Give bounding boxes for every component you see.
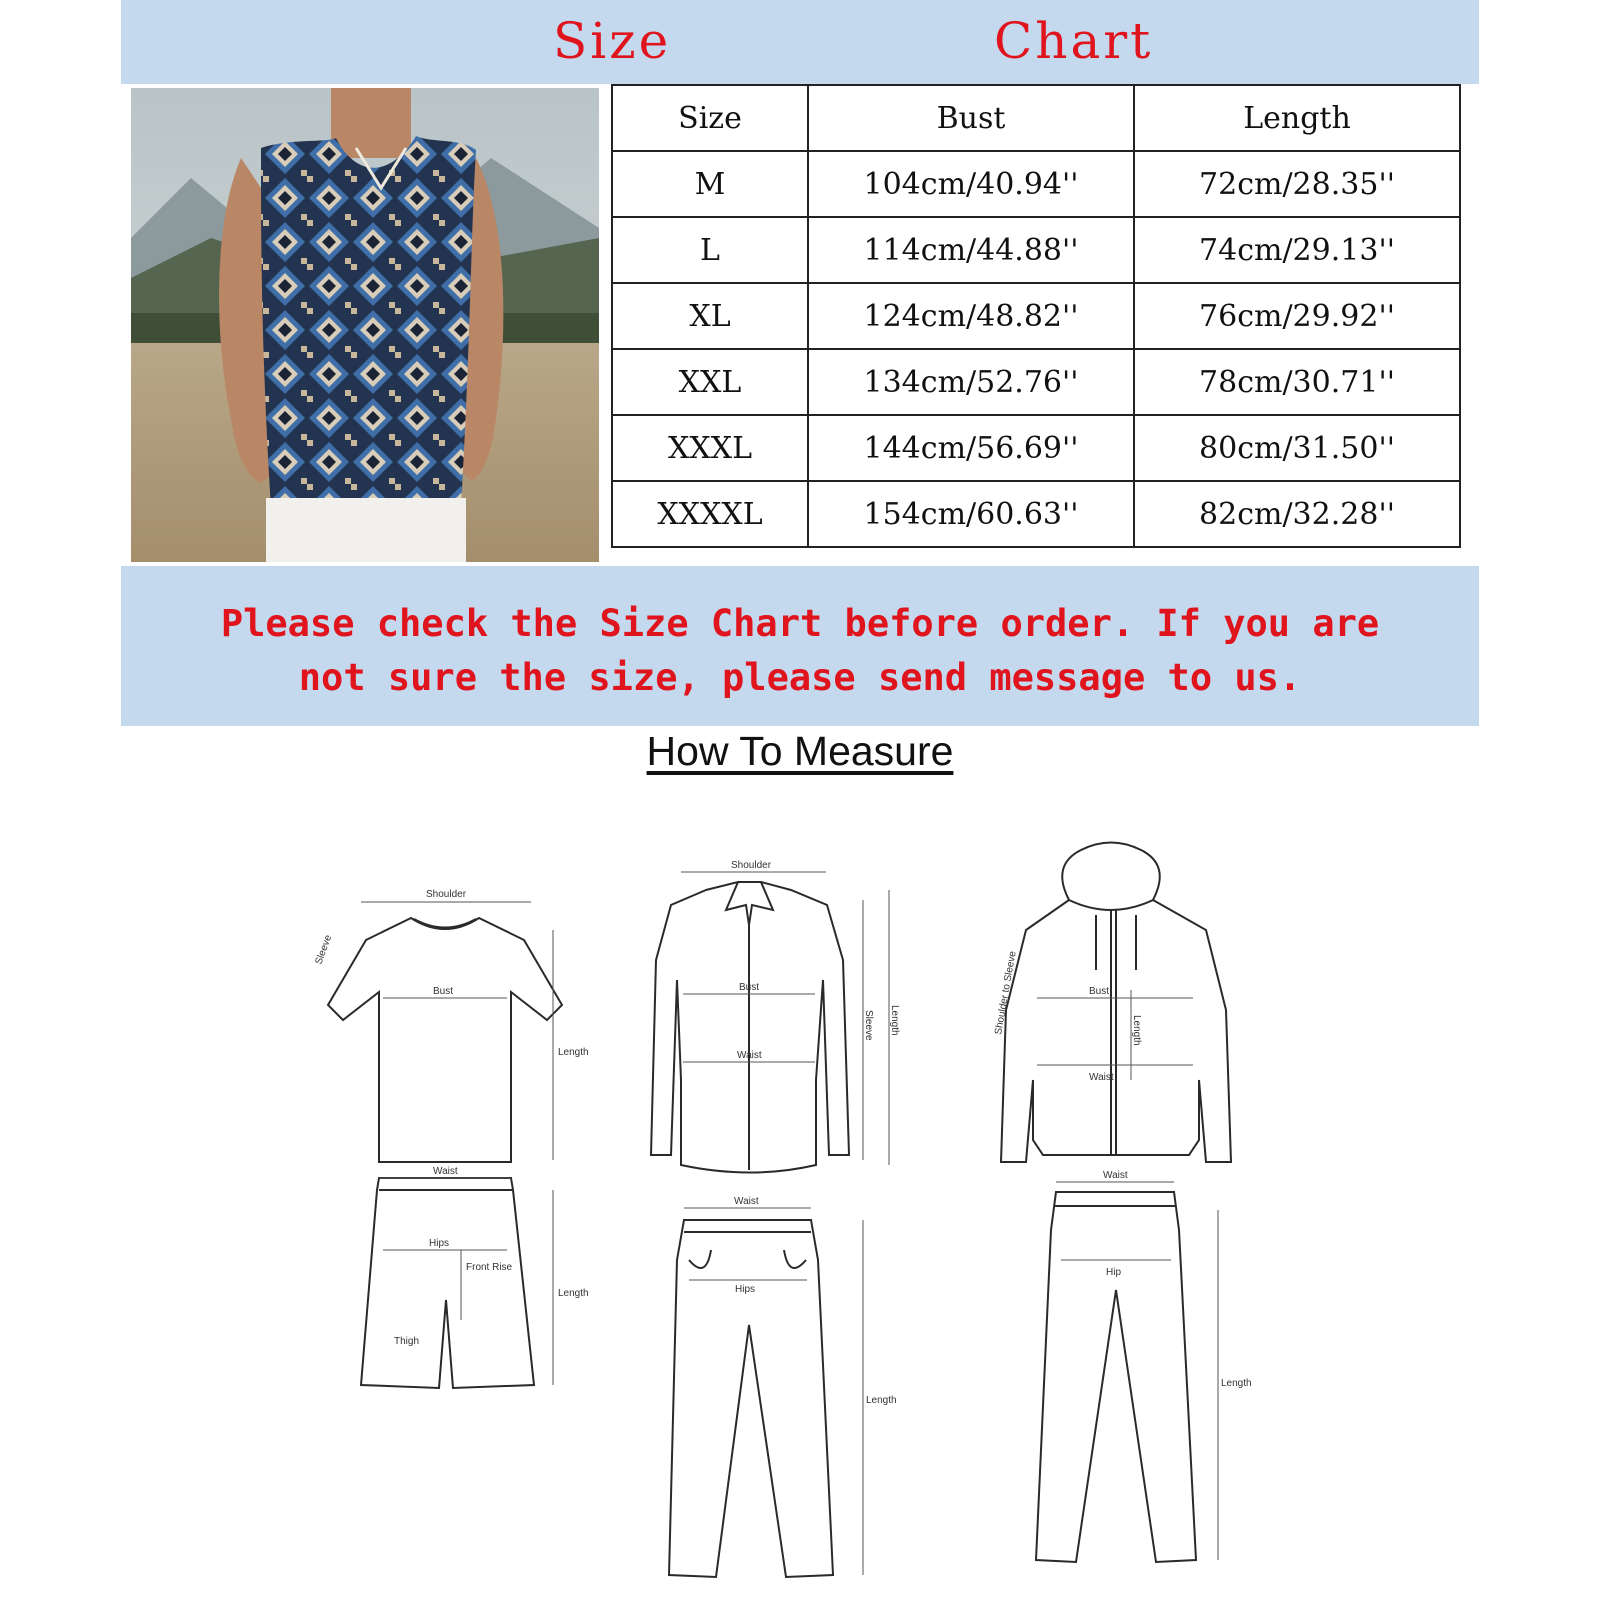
shirt-shoulder-label: Shoulder — [731, 860, 772, 871]
table-row — [612, 415, 1460, 481]
table-row — [612, 151, 1460, 217]
shirt-diagram — [651, 882, 849, 1173]
size-cell: XXL — [612, 349, 808, 415]
trousers-length-label: Length — [866, 1395, 897, 1406]
shirt-bust-label: Bust — [739, 982, 760, 993]
length-cell: 72cm/28.35'' — [1134, 151, 1460, 217]
measurement-diagrams — [121, 780, 1479, 1600]
bust-cell: 114cm/44.88'' — [808, 217, 1134, 283]
column-header: Bust — [808, 85, 1134, 151]
bust-cell: 154cm/60.63'' — [808, 481, 1134, 547]
length-cell: 80cm/31.50'' — [1134, 415, 1460, 481]
shorts-thigh-label: Thigh — [394, 1336, 420, 1347]
table-header-row — [612, 85, 1460, 151]
notice-line-2: not sure the size, please send message to us. — [298, 656, 1302, 699]
hoodie-waist-label: Waist — [1089, 1072, 1114, 1083]
shorts-diagram — [361, 1178, 534, 1388]
trousers-diagram — [669, 1220, 833, 1577]
bust-cell: 144cm/56.69'' — [808, 415, 1134, 481]
notice-band — [121, 566, 1479, 726]
notice-line-1: Please check the Size Chart before order. If you are — [220, 602, 1380, 645]
size-cell: XXXL — [612, 415, 808, 481]
hoodie-length-label: Length — [1131, 1015, 1142, 1046]
size-table — [611, 84, 1461, 548]
table-row — [612, 481, 1460, 547]
shirt-waist-label: Waist — [737, 1050, 762, 1061]
joggers-diagram — [1036, 1192, 1196, 1562]
size-cell: XL — [612, 283, 808, 349]
size-cell: L — [612, 217, 808, 283]
title-size-word: Size — [553, 12, 672, 70]
table-row — [612, 283, 1460, 349]
table-row — [612, 349, 1460, 415]
tshirt-diagram — [328, 918, 562, 1162]
hoodie-bust-label: Bust — [1089, 986, 1110, 997]
trousers-hips-label: Hips — [735, 1284, 756, 1295]
length-cell: 76cm/29.92'' — [1134, 283, 1460, 349]
column-header: Length — [1134, 85, 1460, 151]
tshirt-bust-label: Bust — [433, 986, 454, 997]
shorts-waist-label: Waist — [433, 1166, 458, 1177]
size-cell: M — [612, 151, 808, 217]
header-band — [121, 0, 1479, 84]
hoodie-shoulder-to-sleeve-label: Shoulder to Sleeve — [993, 950, 1019, 1036]
bust-cell: 134cm/52.76'' — [808, 349, 1134, 415]
tshirt-sleeve-label: Sleeve — [313, 933, 335, 967]
product-photo — [131, 88, 599, 562]
length-cell: 74cm/29.13'' — [1134, 217, 1460, 283]
joggers-hip-label: Hip — [1106, 1267, 1122, 1278]
size-chart-page — [121, 0, 1479, 1600]
shorts-hips-label: Hips — [429, 1238, 450, 1249]
size-cell: XXXXL — [612, 481, 808, 547]
shirt-length-label: Length — [889, 1005, 900, 1036]
trousers-waist-label: Waist — [734, 1196, 759, 1207]
length-cell: 78cm/30.71'' — [1134, 349, 1460, 415]
title-chart-word: Chart — [994, 12, 1154, 70]
shirt-sleeve-label: Sleeve — [863, 1010, 874, 1041]
shorts-length-label: Length — [558, 1288, 589, 1299]
joggers-waist-label: Waist — [1103, 1170, 1128, 1181]
how-to-measure-title: How To Measure — [646, 728, 954, 774]
length-cell: 82cm/32.28'' — [1134, 481, 1460, 547]
bust-cell: 104cm/40.94'' — [808, 151, 1134, 217]
table-row — [612, 217, 1460, 283]
tshirt-shoulder-label: Shoulder — [426, 889, 467, 900]
joggers-length-label: Length — [1221, 1378, 1252, 1389]
shorts-front-rise-label: Front Rise — [466, 1262, 513, 1273]
column-header: Size — [612, 85, 808, 151]
hoodie-diagram — [1001, 843, 1231, 1163]
tshirt-length-label: Length — [558, 1047, 589, 1058]
bust-cell: 124cm/48.82'' — [808, 283, 1134, 349]
